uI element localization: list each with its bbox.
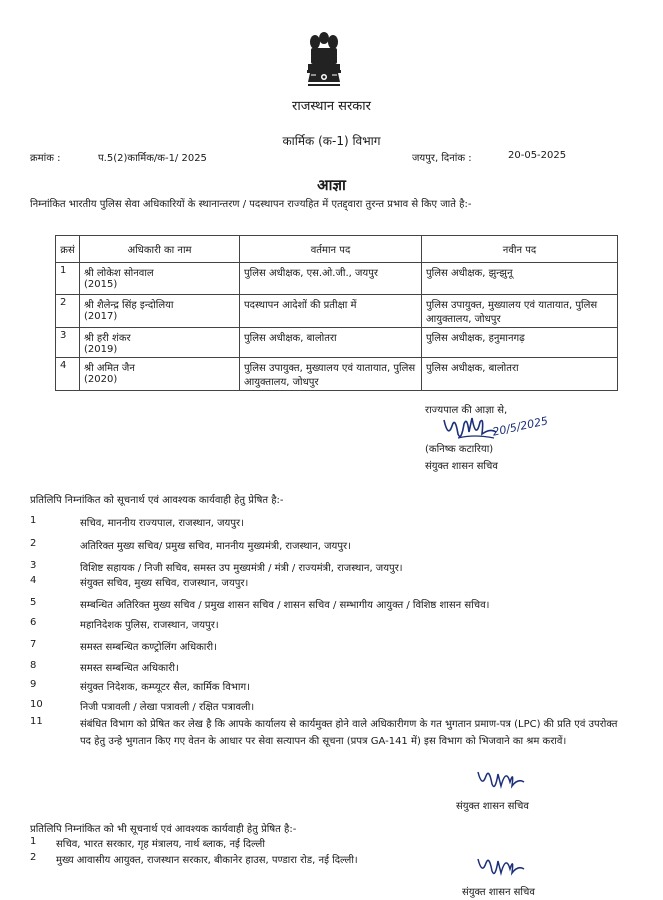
officer-name: श्री अमित जैन <box>84 363 135 374</box>
item-text: संयुक्त निदेशक, कम्प्यूटर सैल, कार्मिक विभाग। <box>80 682 250 693</box>
by-order-text: राज्यपाल की आज्ञा से, <box>425 405 508 416</box>
current-post-cell: पदस्थापन आदेशों की प्रतीक्षा में <box>240 295 422 328</box>
copy-heading: प्रतिलिपि निम्नांकित को सूचनार्थ एवं आवश्यक कार्यवाही हेतु प्रेषित है:- <box>30 495 284 506</box>
copy-signatory: संयुक्त शासन सचिव <box>456 801 529 812</box>
signatory-designation: संयुक्त शासन सचिव <box>425 461 498 472</box>
officer-name: श्री हरी शंकर <box>84 333 131 344</box>
signature-scribble-icon <box>474 764 526 794</box>
item-text: सम्बन्धित अतिरिक्त मुख्य सचिव / प्रमुख शासन सचिव / शासन सचिव / सम्भागीय आयुक्त / विशिष्ठ शासन सचिव। <box>80 600 490 611</box>
item-number: 2 <box>30 538 37 549</box>
item-text: महानिदेशक पुलिस, राजस्थान, जयपुर। <box>80 620 219 631</box>
copy-heading-2: प्रतिलिपि निम्नांकित को भी सूचनार्थ एवं आवश्यक कार्यवाही हेतु प्रेषित है:- <box>30 824 297 835</box>
item-text: संयुक्त सचिव, मुख्य सचिव, राजस्थान, जयपुर। <box>80 578 249 589</box>
item-number: 11 <box>30 716 43 727</box>
order-intro: निम्नांकित भारतीय पुलिस सेवा अधिकारियों के स्थानान्तरण / पदस्थापन राज्यहित में एतद्द्वारा तुरन्त प्रभाव से किए जाते है:- <box>30 199 472 210</box>
item-number: 5 <box>30 597 37 608</box>
current-post-cell: पुलिस अधीक्षक, एस.ओ.जी., जयपुर <box>240 263 422 295</box>
officer-cell <box>80 328 240 358</box>
table-row <box>56 328 618 358</box>
officer-cell <box>80 358 240 391</box>
new-post-cell: पुलिस अधीक्षक, हनुमानगढ़ <box>422 328 618 358</box>
new-post-cell: पुलिस अधीक्षक, झुन्झुनू <box>422 263 618 295</box>
handwritten-date: 20/5/2025 <box>491 414 550 439</box>
government-name: राजस्थान सरकार <box>292 99 371 114</box>
new-post-cell: पुलिस अधीक्षक, बालोतरा <box>422 358 618 391</box>
officer-cell <box>80 263 240 295</box>
item-text: सचिव, भारत सरकार, गृह मंत्रालय, नार्थ ब्लाक, नई दिल्ली <box>56 839 265 850</box>
header-new-post: नवीन पद <box>422 236 618 263</box>
item-text: समस्त सम्बन्धित अधिकारी। <box>80 663 179 674</box>
item-text: निजी पत्रावली / लेखा पत्रावली / रक्षित पत्रावली। <box>80 702 255 713</box>
serial-cell: 4 <box>56 358 80 391</box>
table-header-row <box>56 236 618 263</box>
officer-batch: (2020) <box>84 374 118 385</box>
item-text: विशिष्ट सहायक / निजी सचिव, समस्त उप मुख्यमंत्री / मंत्री / राज्यमंत्री, राजस्थान, जयपुर। <box>80 563 403 574</box>
item-text: अतिरिक्त मुख्य सचिव/ प्रमुख सचिव, माननीय मुख्यमंत्री, राजस्थान, जयपुर। <box>80 541 351 552</box>
current-post-cell: पुलिस अधीक्षक, बालोतरा <box>240 328 422 358</box>
item-number: 3 <box>30 560 37 571</box>
current-post-cell: पुलिस उपायुक्त, मुख्यालय एवं यातायात, पुलिस आयुक्तालय, जोधपुर <box>240 358 422 391</box>
serial-cell: 3 <box>56 328 80 358</box>
new-post-cell: पुलिस उपायुक्त, मुख्यालय एवं यातायात, पुलिस आयुक्तालय, जोधपुर <box>422 295 618 328</box>
item-text: समस्त सम्बन्धित कण्ट्रोलिंग अधिकारी। <box>80 642 217 653</box>
item-text: मुख्य आवासीय आयुक्त, राजस्थान सरकार, बीकानेर हाउस, पण्डारा रोड, नई दिल्ली। <box>56 855 358 866</box>
serial-cell: 2 <box>56 295 80 328</box>
item-number: 8 <box>30 660 37 671</box>
header-serial: क्रसं <box>56 236 80 263</box>
state-emblem-icon <box>302 30 346 92</box>
signature-scribble-icon <box>474 851 526 881</box>
transfer-table <box>55 235 618 391</box>
serial-cell: 1 <box>56 263 80 295</box>
item-number: 10 <box>30 699 43 710</box>
table-row <box>56 263 618 295</box>
reference-label: क्रमांक : <box>30 153 61 164</box>
item-number: 1 <box>30 836 37 847</box>
signatory-name: (कनिष्क कटारिया) <box>425 444 494 455</box>
item-number: 7 <box>30 639 37 650</box>
item-number: 9 <box>30 679 37 690</box>
place-date-label: जयपुर, दिनांक : <box>412 153 472 164</box>
order-title: आज्ञा <box>317 176 346 194</box>
officer-batch: (2015) <box>84 279 118 290</box>
officer-name: श्री लोकेश सोनवाल <box>84 268 154 279</box>
item-number: 2 <box>30 852 37 863</box>
table-row <box>56 295 618 328</box>
item-number: 4 <box>30 575 37 586</box>
item-number: 1 <box>30 515 37 526</box>
header-officer-name: अधिकारी का नाम <box>80 236 240 263</box>
table-row <box>56 358 618 391</box>
item-text: संबंधित विभाग को प्रेषित कर लेख है कि आपके कार्यालय से कार्यमुक्त होने वाले अधिकारीगण के गत भुगतान प्रमाण-पत्र (LPC) की प्रति एवं उपरोक्त पद हेतु उन्हे भुगतान किए गए वेतन के आधार पर सेवा सत्यापन की सूचना (प्रपत्र GA-141 में) इस विभाग को भिजवाने का श्रम करावें। <box>80 719 618 747</box>
officer-cell <box>80 295 240 328</box>
header-current-post: वर्तमान पद <box>240 236 422 263</box>
copy-signatory-2: संयुक्त शासन सचिव <box>462 887 535 898</box>
item-number: 6 <box>30 617 37 628</box>
item-text: सचिव, माननीय राज्यपाल, राजस्थान, जयपुर। <box>80 518 244 529</box>
department-name: कार्मिक (क-1) विभाग <box>282 134 381 148</box>
officer-batch: (2019) <box>84 344 118 355</box>
officer-batch: (2017) <box>84 311 118 322</box>
order-date: 20-05-2025 <box>508 150 567 161</box>
reference-number: प.5(2)कार्मिक/क-1/ 2025 <box>98 153 207 164</box>
officer-name: श्री शैलेन्द्र सिंह इन्दोलिया <box>84 300 174 311</box>
